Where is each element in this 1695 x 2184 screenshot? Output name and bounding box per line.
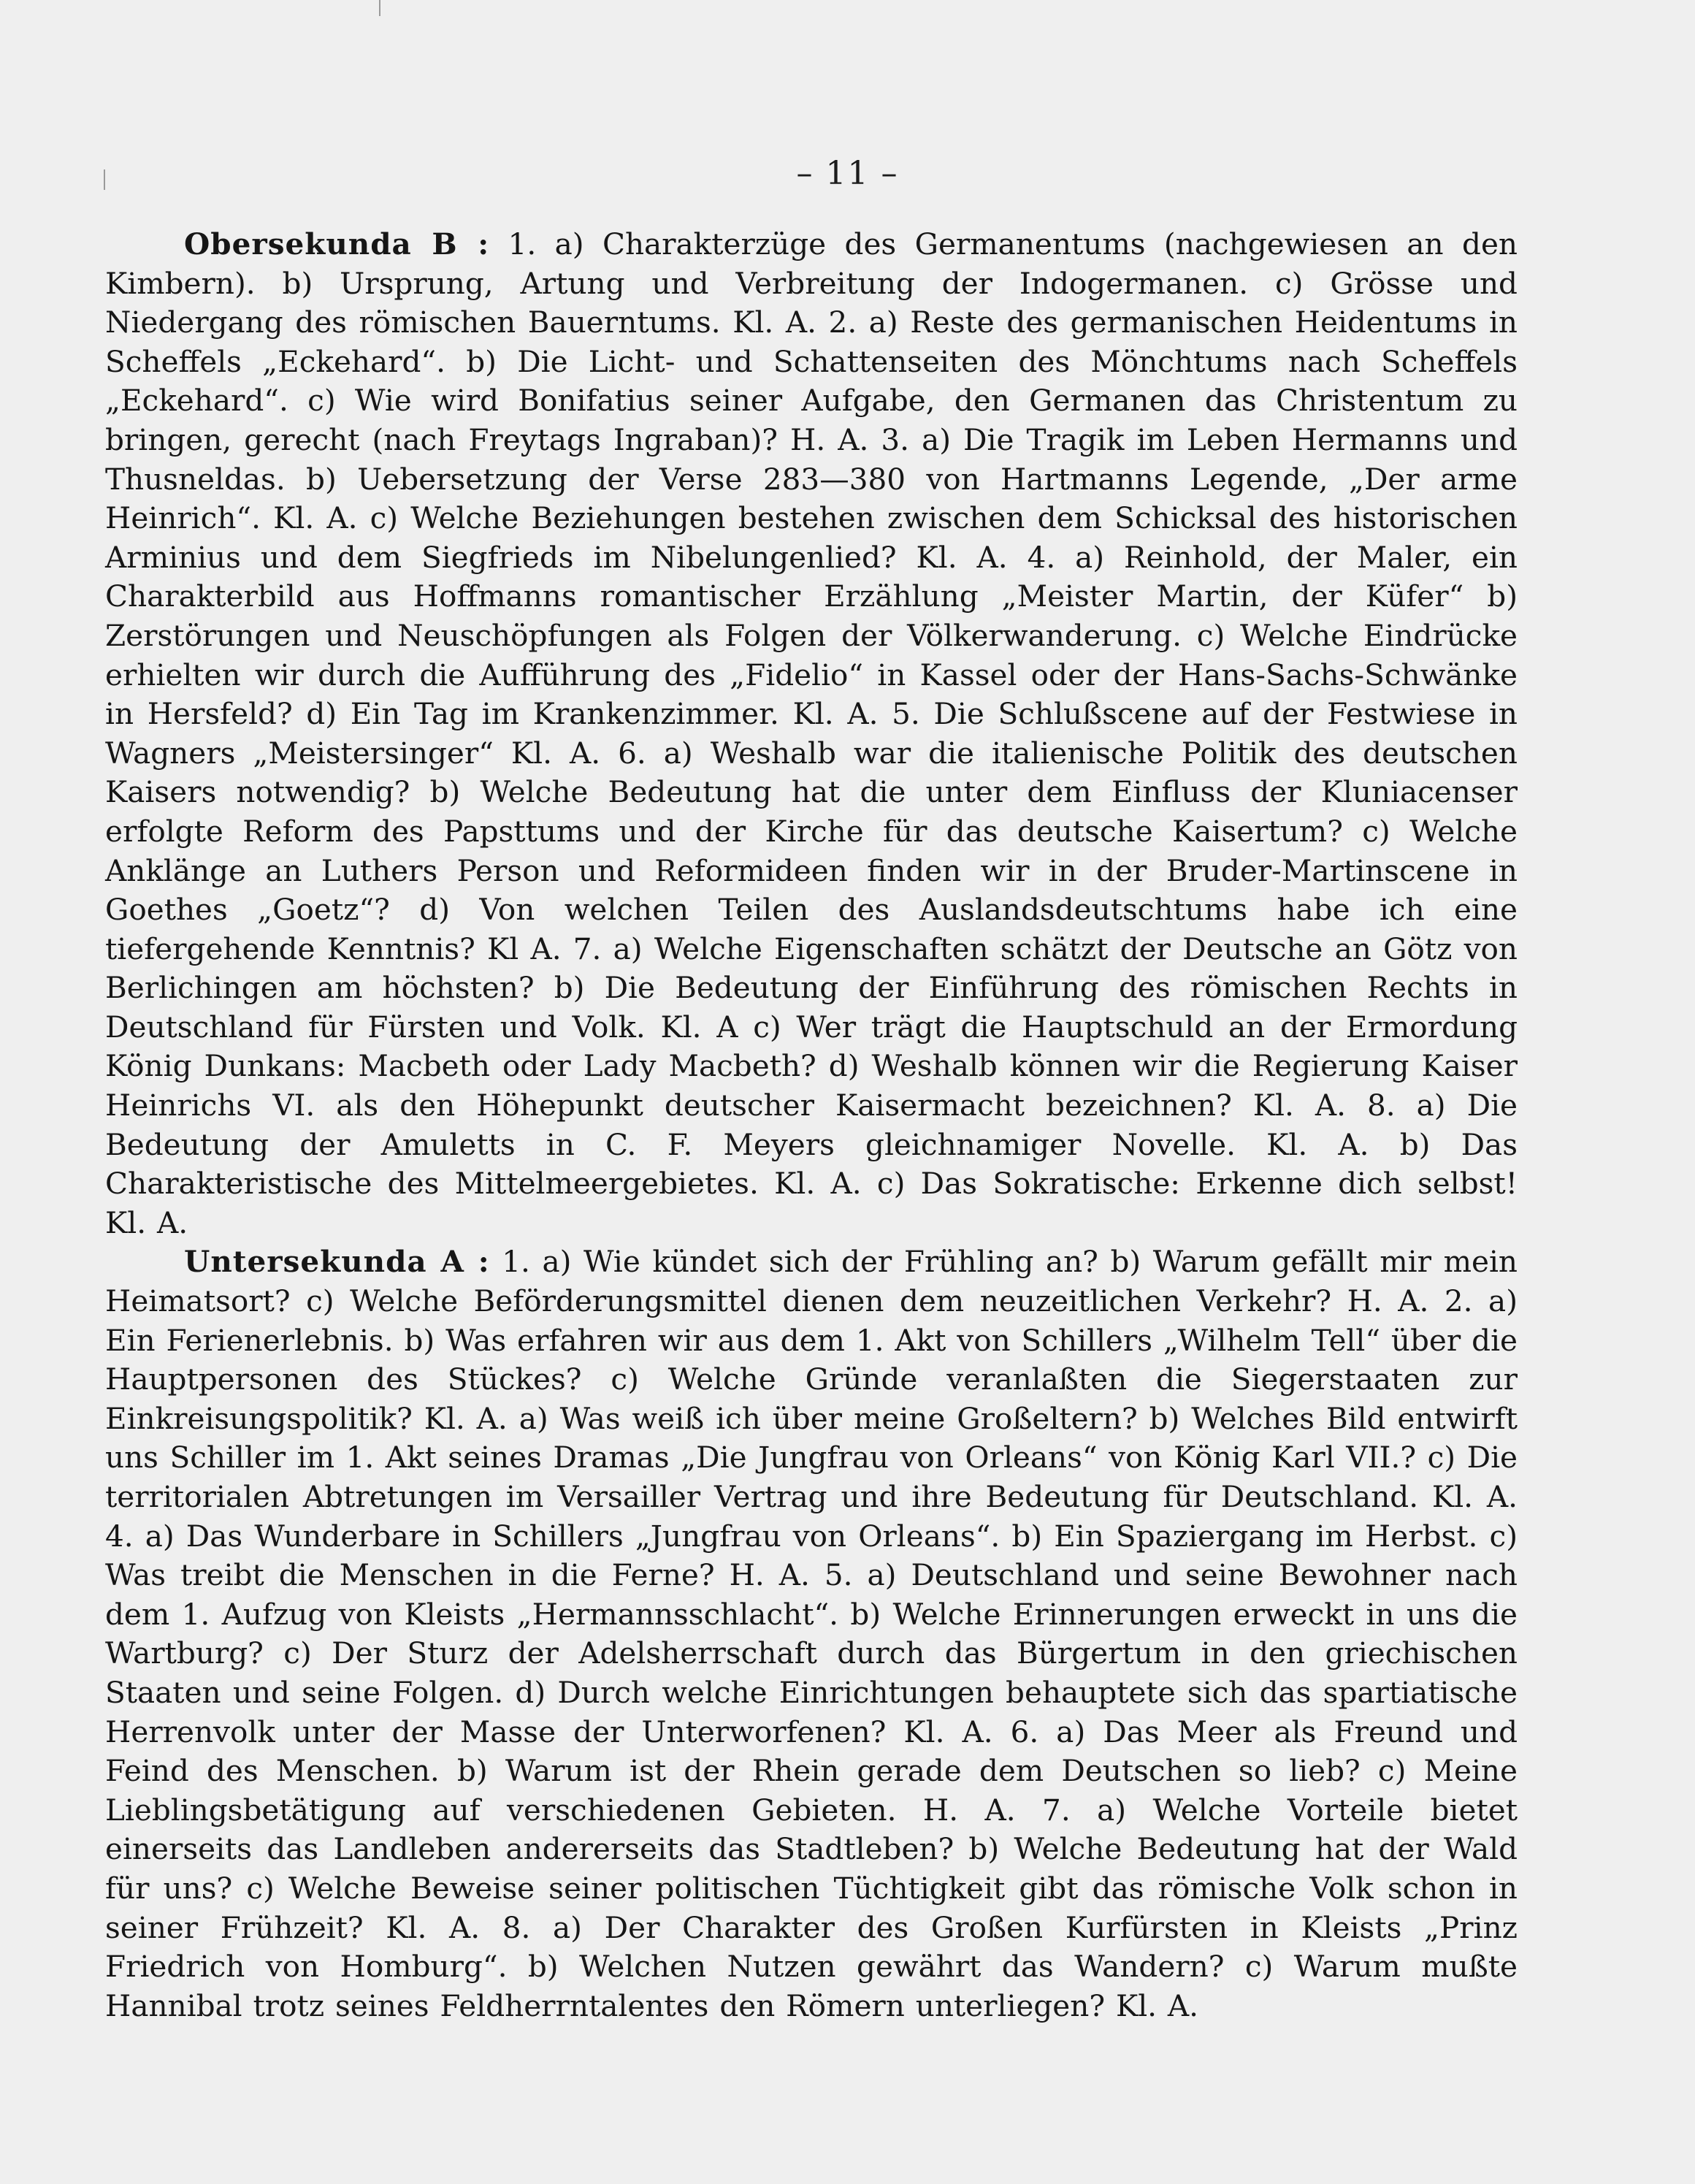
section-obersekunda-b — [105, 225, 1518, 1242]
section-text: 1. a) Wie kündet sich der Frühling an? b) Warum gefällt mir mein Heimatsort? c) Welche Beförderungsmittel dienen dem neuzeitlichen Verkehr? H. A. 2. a) Ein Ferienerlebnis. b) Was erfahren wir aus dem 1. Akt von Schillers „Wilhelm Tell“ über die Hauptpersonen des Stückes? c) Welche Gründe veranlaßten die Siegerstaaten zur Einkreisungspolitik? Kl. A. a) Was weiß ich über meine Großeltern? b) Welches Bild entwirft uns Schiller im 1. Akt seines Dramas „Die Jungfrau von Orleans“ von König Karl VII.? c) Die territorialen Abtretungen im Versailler Vertrag und ihre Bedeutung für Deutschland. Kl. A. 4. a) Das Wunderbare in Schillers „Jungfrau von Orleans“. b) Ein Spaziergang im Herbst. c) Was treibt die Menschen in die Ferne? H. A. 5. a) Deutschland und seine Bewohner nach dem 1. Aufzug von Kleists „Hermannsschlacht“. b) Welche Erinnerungen erweckt in uns die Wartburg? c) Der Sturz der Adelsherrschaft durch das Bürgertum in den griechischen Staaten und seine Folgen. d) Durch welche Einrichtungen behauptete sich das spartiatische Herrenvolk unter der Masse der Unterworfenen? Kl. A. 6. a) Das Meer als Freund und Feind des Menschen. b) Warum ist der Rhein gerade dem Deutschen so lieb? c) Meine Lieblingsbetätigung auf verschiedenen Gebieten. H. A. 7. a) Welche Vorteile bietet einerseits das Landleben andererseits das Stadtleben? b) Welche Bedeutung hat der Wald für uns? c) Welche Beweise seiner politischen Tüchtigkeit gibt das römische Volk schon in seiner Frühzeit? Kl. A. 8. a) Der Charakter des Großen Kurfürsten in Kleists „Prinz Friedrich von Homburg“. b) Welchen Nutzen gewährt das Wandern? c) Warum mußte Hannibal trotz seines Feldherrntalentes den Römern unterliegen? Kl. A. — [105, 1244, 1518, 2023]
document-body — [105, 225, 1518, 2025]
scan-mark — [379, 0, 380, 16]
section-heading: Untersekunda A : — [184, 1244, 490, 1280]
page-number: – 11 – — [796, 155, 899, 192]
section-untersekunda-a — [105, 1242, 1518, 2025]
section-heading: Obersekunda B : — [184, 226, 490, 261]
section-text: 1. a) Charakterzüge des Germanentums (nachgewiesen an den Kimbern). b) Ursprung, Artung und Verbreitung der Indogermanen. c) Grösse und Niedergang des römischen Bauerntums. Kl. A. 2. a) Reste des germanischen Heidentums in Scheffels „Eckehard“. b) Die Licht- und Schattenseiten des Mönchtums nach Scheffels „Eckehard“. c) Wie wird Bonifatius seiner Aufgabe, den Germanen das Christentum zu bringen, gerecht (nach Freytags Ingraban)? H. A. 3. a) Die Tragik im Leben Hermanns und Thusneldas. b) Uebersetzung der Verse 283—380 von Hartmanns Legende, „Der arme Heinrich“. Kl. A. c) Welche Beziehungen bestehen zwischen dem Schicksal des historischen Arminius und dem Siegfrieds im Nibelungenlied? Kl. A. 4. a) Reinhold, der Maler, ein Charakterbild aus Hoffmanns romantischer Erzählung „Meister Martin, der Küfer“ b) Zerstörungen und Neuschöpfungen als Folgen der Völkerwanderung. c) Welche Eindrücke erhielten wir durch die Aufführung des „Fidelio“ in Kassel oder der Hans-Sachs-Schwänke in Hersfeld? d) Ein Tag im Krankenzimmer. Kl. A. 5. Die Schlußscene auf der Festwiese in Wagners „Meistersinger“ Kl. A. 6. a) Weshalb war die italienische Politik des deutschen Kaisers notwendig? b) Welche Bedeutung hat die unter dem Einfluss der Kluniacenser erfolgte Reform des Papsttums und der Kirche für das deutsche Kaisertum? c) Welche Anklänge an Luthers Person und Reformideen finden wir in der Bruder-Martinscene in Goethes „Goetz“? d) Von welchen Teilen des Auslandsdeutschtums habe ich eine tiefergehende Kenntnis? Kl A. 7. a) Welche Eigenschaften schätzt der Deutsche an Götz von Berlichingen am höchsten? b) Die Bedeutung der Einführung des römischen Rechts in Deutschland für Fürsten und Volk. Kl. A c) Wer trägt die Hauptschuld an der Ermordung König Dunkans: Macbeth oder Lady Macbeth? d) Weshalb können wir die Regierung Kaiser Heinrichs VI. als den Höhepunkt deutscher Kaisermacht bezeichnen? Kl. A. 8. a) Die Bedeutung der Amuletts in C. F. Meyers gleichnamiger Novelle. Kl. A. b) Das Charakteristische des Mittelmeergebietes. Kl. A. c) Das Sokratische: Erkenne dich selbst! Kl. A. — [105, 226, 1518, 1240]
